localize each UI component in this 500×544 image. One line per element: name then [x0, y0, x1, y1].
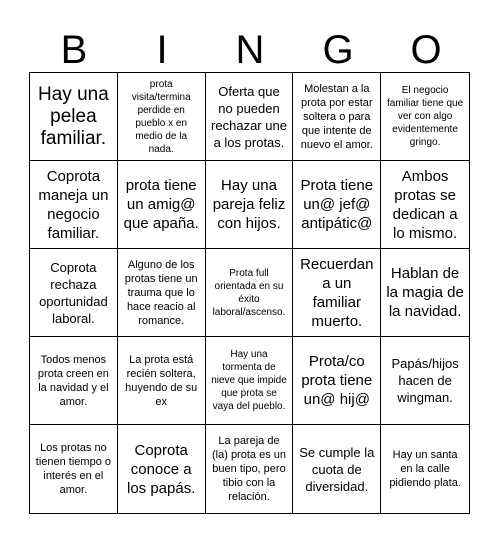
bingo-cell[interactable]: Recuerdan a un familiar muerto.: [293, 249, 381, 337]
bingo-header: [30, 26, 470, 74]
bingo-cell[interactable]: Prota tiene un@ jef@ antipátic@: [293, 161, 381, 249]
bingo-cell[interactable]: Oferta que no pueden rechazar une a los protas.: [206, 73, 294, 161]
header-letter-b: B: [60, 28, 88, 72]
bingo-cell[interactable]: Alguno de los protas tiene un trauma que lo hace reacio al romance.: [118, 249, 206, 337]
bingo-cell[interactable]: El negocio familiar tiene que ver con algo evidentemente gringo.: [381, 73, 469, 161]
bingo-cell[interactable]: prota visita/termina perdide en pueblo x en medio de la nada.: [118, 73, 206, 161]
bingo-cell[interactable]: Coprota rechaza oportunidad laboral.: [30, 249, 118, 337]
bingo-cell[interactable]: Coprota conoce a los papás.: [118, 425, 206, 513]
bingo-cell[interactable]: Coprota maneja un negocio familiar.: [30, 161, 118, 249]
bingo-cell[interactable]: La pareja de (la) prota es un buen tipo, pero tibio con la relación.: [206, 425, 294, 513]
bingo-cell[interactable]: Todos menos prota creen en la navidad y el amor.: [30, 337, 118, 425]
bingo-cell[interactable]: Hay una pareja feliz con hijos.: [206, 161, 294, 249]
bingo-cell[interactable]: Prota/co prota tiene un@ hij@: [293, 337, 381, 425]
header-letter-i: I: [156, 28, 168, 72]
bingo-cell[interactable]: Hablan de la magia de la navidad.: [381, 249, 469, 337]
bingo-cell[interactable]: Hay una tormenta de nieve que impide que prota se vaya del pueblo.: [206, 337, 294, 425]
bingo-cell[interactable]: Hay una pelea familiar.: [30, 73, 118, 161]
bingo-cell[interactable]: Ambos protas se dedican a lo mismo.: [381, 161, 469, 249]
header-letter-n: N: [235, 28, 265, 72]
bingo-cell[interactable]: La prota está recién soltera, huyendo de su ex: [118, 337, 206, 425]
bingo-grid: [29, 72, 470, 514]
bingo-cell[interactable]: Prota full orientada en su éxito laboral/ascenso.: [206, 249, 294, 337]
bingo-cell[interactable]: Los protas no tienen tiempo o interés en el amor.: [30, 425, 118, 513]
header-letter-o: O: [410, 28, 442, 72]
bingo-cell[interactable]: prota tiene un amig@ que apaña.: [118, 161, 206, 249]
bingo-cell[interactable]: Papás/hijos hacen de wingman.: [381, 337, 469, 425]
bingo-cell[interactable]: Hay un santa en la calle pidiendo plata.: [389, 449, 461, 489]
bingo-cell[interactable]: Se cumple la cuota de diversidad.: [293, 425, 381, 513]
header-letter-g: G: [322, 28, 354, 72]
bingo-cell[interactable]: Molestan a la prota por estar soltera o para que intente de nuevo el amor.: [293, 73, 381, 161]
